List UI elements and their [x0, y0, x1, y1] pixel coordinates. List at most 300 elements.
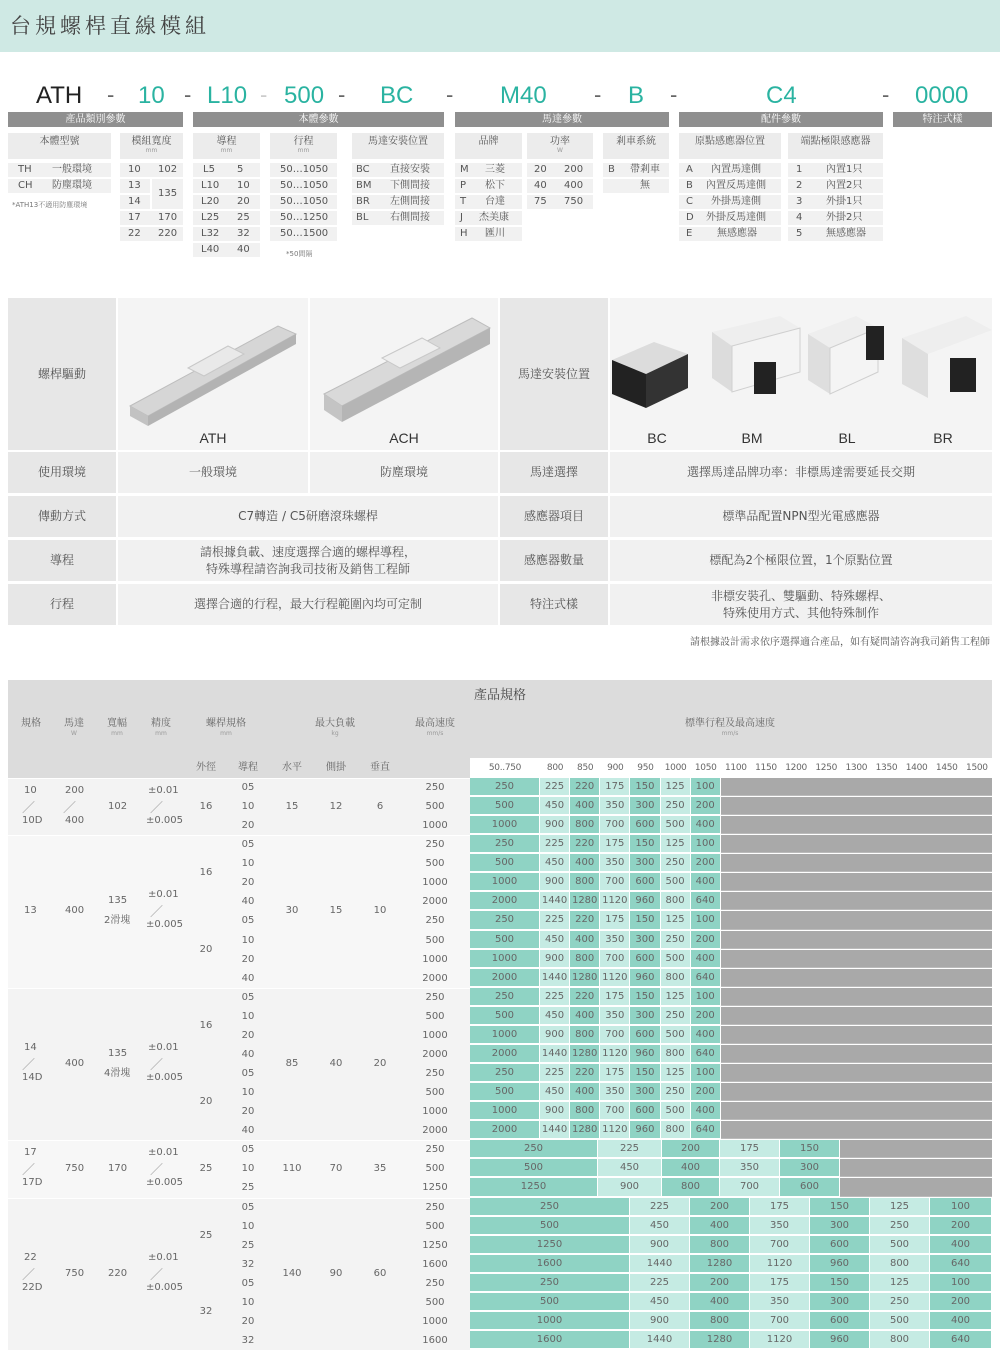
- width-sub: 2滑塊: [104, 915, 131, 927]
- origin-row: A 內置馬達側: [679, 163, 781, 177]
- sensor-qty-label: 感應器數量: [500, 540, 608, 581]
- load-side: 70: [329, 1162, 343, 1174]
- stroke-speed-cell: 500: [470, 1083, 540, 1101]
- stroke-speed-cell: 200: [691, 854, 721, 872]
- width-value: 102: [108, 800, 128, 812]
- stroke-row: 50…1050: [270, 179, 337, 193]
- max-speed-value: 1600: [422, 1258, 448, 1270]
- stroke-speed-cell: 1000: [470, 950, 540, 968]
- stroke-col-header: 1500: [966, 763, 988, 773]
- stroke-speed-cell: 150: [630, 911, 660, 929]
- header-body: 本體型號: [8, 133, 111, 159]
- lead-row: L25 25: [193, 211, 260, 225]
- max-speed-value: 1600: [422, 1335, 448, 1347]
- stroke-speed-cell: 250: [470, 1274, 630, 1292]
- lead-label: 導程: [8, 540, 116, 581]
- stroke-speed-cell: 1120: [600, 1045, 630, 1063]
- stroke-speed-cell: 700: [600, 1102, 630, 1120]
- stroke-row: 50…1500: [270, 227, 337, 241]
- load-side: 12: [329, 800, 343, 812]
- max-speed-value: 250: [425, 1201, 445, 1213]
- h-od: 外徑: [196, 762, 216, 773]
- width-value: 135: [108, 1048, 128, 1060]
- stroke-speed-cell: 800: [570, 873, 600, 891]
- trans-text: C7轉造 / C5研磨滾珠螺桿: [118, 496, 498, 537]
- stroke-note: *50間隔: [286, 250, 313, 258]
- brand-row: J 杰美康: [455, 211, 522, 225]
- unavailable-cell: [721, 1026, 992, 1044]
- stroke-speed-cell: 250: [470, 1198, 630, 1216]
- stroke-speed-cell: 1120: [750, 1255, 810, 1273]
- od-value: 25: [199, 1229, 213, 1241]
- stroke-speed-cell: 1120: [750, 1331, 810, 1349]
- max-speed-value: 1000: [422, 953, 448, 965]
- code-brake: B: [628, 82, 645, 109]
- header-brand: 品牌: [455, 133, 522, 159]
- stroke-speed-cell: 200: [690, 1274, 750, 1292]
- stroke-speed-cell: 300: [630, 1083, 660, 1101]
- special-text: 非標安裝孔、雙驅動、特殊螺桿、 特殊使用方式、其他特殊制作: [610, 584, 992, 625]
- unavailable-cell: [721, 931, 992, 949]
- stroke-speed-cell: 225: [540, 911, 570, 929]
- stroke-speed-cell: 700: [600, 950, 630, 968]
- stroke-speed-cell: 220: [570, 835, 600, 853]
- stroke-speed-cell: 225: [540, 835, 570, 853]
- stroke-speed-cell: 350: [600, 1083, 630, 1101]
- motor-value: 200: [65, 784, 85, 796]
- stroke-speed-cell: 900: [540, 1026, 570, 1044]
- header-mount: 馬達安裝位置: [352, 133, 444, 159]
- stroke-speed-cell: 220: [570, 988, 600, 1006]
- stroke-speed-cell: 400: [691, 1102, 721, 1120]
- load-vertical: 60: [373, 1267, 387, 1279]
- accuracy-value: ±0.005: [146, 1176, 184, 1188]
- stroke-speed-cell: 100: [691, 911, 721, 929]
- stroke-col-header: 1050: [694, 763, 717, 773]
- stroke-speed-cell: 1280: [570, 892, 600, 910]
- header-power: 功率 W: [527, 133, 593, 159]
- h-load: 最大負載 kg: [315, 718, 355, 737]
- h-lead: 導程: [238, 762, 258, 773]
- stroke-col-header: 1000: [664, 763, 687, 773]
- h-vertical: 垂直: [370, 762, 390, 773]
- stroke-speed-cell: 900: [630, 1236, 690, 1254]
- stroke-speed-cell: 150: [630, 835, 660, 853]
- stroke-speed-cell: 1280: [570, 1045, 600, 1063]
- stroke-speed-cell: 900: [540, 950, 570, 968]
- stroke-speed-cell: 350: [600, 797, 630, 815]
- stroke-speed-cell: 400: [930, 1312, 992, 1330]
- stroke-speed-cell: 1440: [540, 1045, 570, 1063]
- max-speed-value: 500: [425, 1163, 445, 1175]
- stroke-speed-cell: 250: [470, 835, 540, 853]
- brand-row: T 台達: [455, 195, 522, 209]
- stroke-row: 50…1050: [270, 195, 337, 209]
- stroke-speed-cell: 1440: [540, 969, 570, 987]
- unavailable-cell: [721, 1064, 992, 1082]
- stroke-speed-cell: 500: [661, 816, 691, 834]
- title-band: [0, 0, 1000, 52]
- brand-row: H 匯川: [455, 227, 522, 241]
- unavailable-cell: [721, 988, 992, 1006]
- origin-row: D 外掛反馬達側: [679, 211, 781, 225]
- stroke-speed-cell: 200: [691, 797, 721, 815]
- stroke-col-header: 950: [637, 763, 654, 773]
- stroke-speed-cell: 250: [661, 931, 691, 949]
- stroke-speed-cell: 1280: [690, 1331, 750, 1349]
- lead-value: 40: [241, 896, 255, 908]
- max-speed-value: 250: [425, 991, 445, 1003]
- stroke-speed-cell: 175: [600, 1064, 630, 1082]
- env-a: 一般環境: [118, 452, 308, 493]
- mount-row: BR 左側間接: [352, 195, 444, 209]
- stroke-speed-cell: 2000: [470, 969, 540, 987]
- load-vertical: 35: [373, 1162, 387, 1174]
- limit-row: 5 無感應器: [788, 227, 883, 241]
- stroke-speed-cell: 225: [540, 1064, 570, 1082]
- stroke-speed-cell: 960: [630, 969, 660, 987]
- max-speed-value: 2000: [422, 1125, 448, 1137]
- lead-row: L40 40: [193, 243, 260, 257]
- stroke-speed-cell: 150: [630, 988, 660, 1006]
- lead-value: 05: [241, 1277, 255, 1289]
- group-special: 特注式樣: [893, 112, 992, 127]
- od-value: 16: [199, 800, 213, 812]
- stroke-speed-cell: 225: [540, 988, 570, 1006]
- stroke-speed-cell: 900: [540, 816, 570, 834]
- code-dash: -: [338, 82, 346, 107]
- max-speed-value: 500: [425, 1296, 445, 1308]
- stroke-speed-cell: 200: [691, 1083, 721, 1101]
- max-speed-value: 500: [425, 1220, 445, 1232]
- lead-value: 20: [241, 1106, 255, 1118]
- stroke-speed-cell: 800: [690, 1236, 750, 1254]
- power-row: 75 750: [527, 195, 593, 209]
- width-sub: 4滑塊: [104, 1068, 131, 1080]
- motor-mount-images: [610, 298, 992, 450]
- h-accuracy: 精度 mm: [151, 718, 171, 737]
- lead-value: 10: [241, 934, 255, 946]
- h-speed: 最高速度 mm/s: [415, 718, 455, 737]
- max-speed-value: 500: [425, 801, 445, 813]
- stroke-speed-cell: 175: [750, 1274, 810, 1292]
- lead-row: L32 32: [193, 227, 260, 241]
- stroke-speed-cell: 500: [661, 1102, 691, 1120]
- h-horizontal: 水平: [282, 762, 302, 773]
- load-horizontal: 110: [282, 1162, 302, 1174]
- stroke-speed-cell: 400: [691, 1026, 721, 1044]
- stroke-col-header: 1300: [845, 763, 868, 773]
- stroke-speed-cell: 200: [930, 1293, 992, 1311]
- stroke-speed-cell: 175: [600, 911, 630, 929]
- stroke-speed-cell: 450: [540, 1083, 570, 1101]
- max-speed-value: 2000: [422, 896, 448, 908]
- stroke-speed-cell: 640: [691, 969, 721, 987]
- stroke-speed-cell: 1440: [540, 1121, 570, 1139]
- lead-value: 20: [241, 877, 255, 889]
- stroke-speed-cell: 100: [691, 1064, 721, 1082]
- load-horizontal: 30: [285, 905, 299, 917]
- stroke-speed-cell: 125: [661, 778, 691, 796]
- width-row: 14: [120, 195, 150, 209]
- lead-value: 10: [241, 1163, 255, 1175]
- stroke-speed-cell: 250: [470, 1140, 598, 1158]
- code-dash: -: [446, 82, 454, 107]
- stroke-speed-cell: 1440: [540, 892, 570, 910]
- unavailable-cell: [721, 1007, 992, 1025]
- env-label: 使用環境: [8, 452, 116, 493]
- stroke-speed-cell: 200: [690, 1198, 750, 1216]
- lead-value: 10: [241, 1087, 255, 1099]
- spec-value: 17D: [22, 1176, 43, 1188]
- product-image-ath: [118, 298, 308, 450]
- stroke-speed-cell: 640: [691, 1121, 721, 1139]
- stroke-speed-cell: 1250: [470, 1236, 630, 1254]
- motor-value: 750: [65, 1267, 85, 1279]
- stroke-speed-cell: 350: [600, 1007, 630, 1025]
- max-speed-value: 250: [425, 1144, 445, 1156]
- special-label: 特注式樣: [500, 584, 608, 625]
- mount-row: BM 下側間接: [352, 179, 444, 193]
- stroke-speed-cell: 175: [600, 835, 630, 853]
- max-speed-value: 1000: [422, 1029, 448, 1041]
- stroke-speed-cell: 250: [661, 797, 691, 815]
- lead-value: 10: [241, 801, 255, 813]
- accuracy-slash: ／: [150, 1267, 164, 1283]
- spec-value: 13: [24, 905, 37, 917]
- stroke-speed-cell: 700: [750, 1236, 810, 1254]
- stroke-speed-cell: 400: [570, 854, 600, 872]
- brand-row: P 松下: [455, 179, 522, 193]
- stroke-speed-cell: 175: [720, 1140, 780, 1158]
- accuracy-value: ±0.005: [146, 1281, 184, 1293]
- code-special: 0000: [915, 82, 969, 109]
- stroke-speed-cell: 1000: [470, 1102, 540, 1120]
- lead-value: 05: [241, 1068, 255, 1080]
- stroke-speed-cell: 2000: [470, 1045, 540, 1063]
- stroke-speed-cell: 450: [540, 931, 570, 949]
- stroke-speed-cell: 400: [691, 816, 721, 834]
- stroke-speed-cell: 400: [690, 1293, 750, 1311]
- stroke-speed-cell: 300: [630, 854, 660, 872]
- model-ach-label: ACH: [389, 430, 419, 446]
- unavailable-cell: [721, 835, 992, 853]
- stroke-speed-cell: 800: [870, 1331, 930, 1349]
- stroke-speed-cell: 600: [630, 816, 660, 834]
- spec-slash: ／: [22, 1267, 36, 1283]
- unavailable-cell: [721, 911, 992, 929]
- stroke-speed-cell: 250: [470, 1064, 540, 1082]
- stroke-speed-cell: 200: [691, 1007, 721, 1025]
- h-stroke-speed: 標準行程及最高速度 mm/s: [685, 718, 775, 737]
- unavailable-cell: [840, 1159, 992, 1177]
- trans-label: 傳動方式: [8, 496, 116, 537]
- stroke-speed-cell: 250: [870, 1293, 930, 1311]
- stroke-speed-cell: 600: [810, 1236, 870, 1254]
- stroke-speed-cell: 1000: [470, 816, 540, 834]
- stroke-speed-cell: 400: [930, 1236, 992, 1254]
- load-horizontal: 85: [285, 1058, 299, 1070]
- header-limit: 端點極限感應器: [788, 133, 883, 159]
- spec-value: 22: [24, 1251, 37, 1263]
- lead-text: 請根據負載、速度選擇合適的螺桿導程， 特殊導程請咨詢我司技術及銷售工程師: [118, 540, 498, 581]
- stroke-speed-cell: 2000: [470, 892, 540, 910]
- stroke-speed-cell: 125: [870, 1274, 930, 1292]
- stroke-speed-cell: 1000: [470, 873, 540, 891]
- stroke-speed-cell: 300: [630, 797, 660, 815]
- stroke-speed-cell: 500: [470, 931, 540, 949]
- stroke-speed-cell: 175: [600, 778, 630, 796]
- stroke-speed-cell: 1280: [690, 1255, 750, 1273]
- unavailable-cell: [721, 892, 992, 910]
- stroke-speed-cell: 500: [870, 1312, 930, 1330]
- unavailable-cell: [721, 873, 992, 891]
- stroke-speed-cell: 100: [691, 835, 721, 853]
- stroke-col-header: 1150: [755, 763, 777, 773]
- max-speed-value: 1250: [422, 1239, 448, 1251]
- stroke-speed-cell: 100: [930, 1274, 992, 1292]
- stroke-col-header: 1400: [905, 763, 928, 773]
- stroke-row: 50…1250: [270, 211, 337, 225]
- stroke-col-header: 50..750: [488, 763, 522, 773]
- lead-value: 32: [241, 1335, 255, 1347]
- stroke-speed-cell: 800: [570, 1102, 600, 1120]
- stroke-row: 50…1050: [270, 163, 337, 177]
- mount-bl-label: BL: [838, 430, 856, 446]
- brake-row: 無: [603, 179, 669, 193]
- spec-slash: ／: [22, 1058, 36, 1074]
- code-dash: -: [107, 82, 115, 107]
- stroke-speed-cell: 300: [630, 1007, 660, 1025]
- stroke-speed-cell: 125: [661, 835, 691, 853]
- group-motor: 馬達參數: [455, 112, 669, 127]
- od-value: 32: [199, 1305, 213, 1317]
- load-vertical: 20: [373, 1058, 387, 1070]
- stroke-speed-cell: 100: [930, 1198, 992, 1216]
- footnote: 請根據設計需求依序選擇適合產品，如有疑問請咨詢我司銷售工程師: [690, 637, 990, 648]
- stroke-speed-cell: 225: [630, 1198, 690, 1216]
- stroke-speed-cell: 1000: [470, 1312, 630, 1330]
- max-speed-value: 250: [425, 915, 445, 927]
- stroke-speed-cell: 250: [661, 1007, 691, 1025]
- group-category: 產品類別參數: [8, 112, 183, 127]
- accuracy-value: ±0.005: [146, 814, 184, 826]
- stroke-col-header: 800: [546, 763, 564, 773]
- load-horizontal: 140: [282, 1267, 302, 1279]
- code-dash: -: [882, 82, 890, 107]
- lead-value: 05: [241, 782, 255, 793]
- header-brake: 剎車系統: [603, 133, 669, 159]
- code-dash: -: [670, 82, 678, 107]
- stroke-speed-cell: 500: [870, 1236, 930, 1254]
- stroke-speed-cell: 150: [630, 778, 660, 796]
- max-speed-value: 500: [425, 1010, 445, 1022]
- stroke-col-header: 1200: [785, 763, 807, 773]
- spec-value: 14D: [22, 1072, 43, 1084]
- accuracy-value: ±0.01: [148, 784, 179, 796]
- body-row: CH 防塵環境: [8, 179, 111, 193]
- od-value: 25: [199, 1162, 213, 1174]
- lead-value: 20: [241, 953, 255, 965]
- stroke-speed-cell: 500: [661, 873, 691, 891]
- h-spec: 規格: [21, 718, 41, 729]
- stroke-speed-cell: 100: [691, 778, 721, 796]
- lead-row: L5 5: [193, 163, 260, 177]
- lead-value: 20: [241, 1315, 255, 1327]
- stroke-speed-cell: 900: [540, 1102, 570, 1120]
- stroke-speed-cell: 1120: [600, 1121, 630, 1139]
- header-lead: 導程 mm: [193, 133, 260, 159]
- stroke-speed-cell: 800: [661, 1121, 691, 1139]
- stroke-speed-cell: 960: [630, 892, 660, 910]
- unavailable-cell: [721, 1045, 992, 1063]
- mount-row: BC 直接安裝: [352, 163, 444, 177]
- max-speed-value: 1000: [422, 877, 448, 889]
- lead-row: L10 10: [193, 179, 260, 193]
- code-series: ATH: [36, 82, 83, 109]
- width-value: 220: [108, 1267, 128, 1279]
- stroke-speed-cell: 700: [750, 1312, 810, 1330]
- stroke-speed-cell: 960: [630, 1045, 660, 1063]
- lead-value: 20: [241, 820, 255, 832]
- stroke-speed-cell: 250: [661, 854, 691, 872]
- accuracy-value: ±0.01: [148, 889, 179, 901]
- linear-module-image: [310, 298, 498, 450]
- stroke-speed-cell: 800: [661, 892, 691, 910]
- limit-row: 3 外掛1只: [788, 195, 883, 209]
- max-speed-value: 1250: [422, 1182, 448, 1194]
- stroke-speed-cell: 300: [630, 931, 660, 949]
- code-mount: BC: [380, 82, 414, 109]
- od-value: 16: [199, 867, 213, 879]
- stroke-speed-cell: 220: [570, 911, 600, 929]
- code-motor: M40: [500, 82, 547, 109]
- stroke-speed-cell: 700: [600, 873, 630, 891]
- stroke-speed-cell: 640: [691, 892, 721, 910]
- stroke-speed-cell: 960: [630, 1121, 660, 1139]
- lead-value: 05: [241, 1144, 255, 1156]
- group-accessory: 配件參數: [679, 112, 883, 127]
- header-origin: 原點感應器位置: [679, 133, 781, 159]
- stroke-speed-cell: 150: [630, 1064, 660, 1082]
- spec-value: 22D: [22, 1281, 43, 1293]
- stroke-speed-cell: 800: [661, 969, 691, 987]
- max-speed-value: 500: [425, 934, 445, 946]
- lead-value: 10: [241, 1296, 255, 1308]
- load-side: 15: [329, 905, 343, 917]
- stroke-speed-cell: 200: [662, 1140, 720, 1158]
- stroke-speed-cell: 150: [810, 1274, 870, 1292]
- lead-value: 32: [241, 1258, 255, 1270]
- body-note: *ATH13不適用防塵環境: [12, 201, 88, 209]
- stroke-col-header: 1450: [935, 763, 958, 773]
- max-speed-value: 250: [425, 1068, 445, 1080]
- accuracy-slash: ／: [150, 1058, 164, 1074]
- stroke-speed-cell: 225: [630, 1274, 690, 1292]
- lead-value: 25: [241, 1239, 255, 1251]
- stroke-speed-cell: 600: [810, 1312, 870, 1330]
- code-dash: -: [184, 82, 192, 107]
- lead-row: L20 20: [193, 195, 260, 209]
- stroke-speed-cell: 350: [720, 1159, 780, 1177]
- max-speed-value: 500: [425, 858, 445, 870]
- sensor-qty-text: 標配為2个極限位置，1个原點位置: [610, 540, 992, 581]
- stroke-speed-cell: 900: [540, 873, 570, 891]
- stroke-speed-cell: 600: [780, 1178, 840, 1196]
- stroke-text: 選擇合適的行程，最大行程範圍內均可定制: [118, 584, 498, 625]
- stroke-speed-cell: 700: [720, 1178, 780, 1196]
- brand-row: M 三菱: [455, 163, 522, 177]
